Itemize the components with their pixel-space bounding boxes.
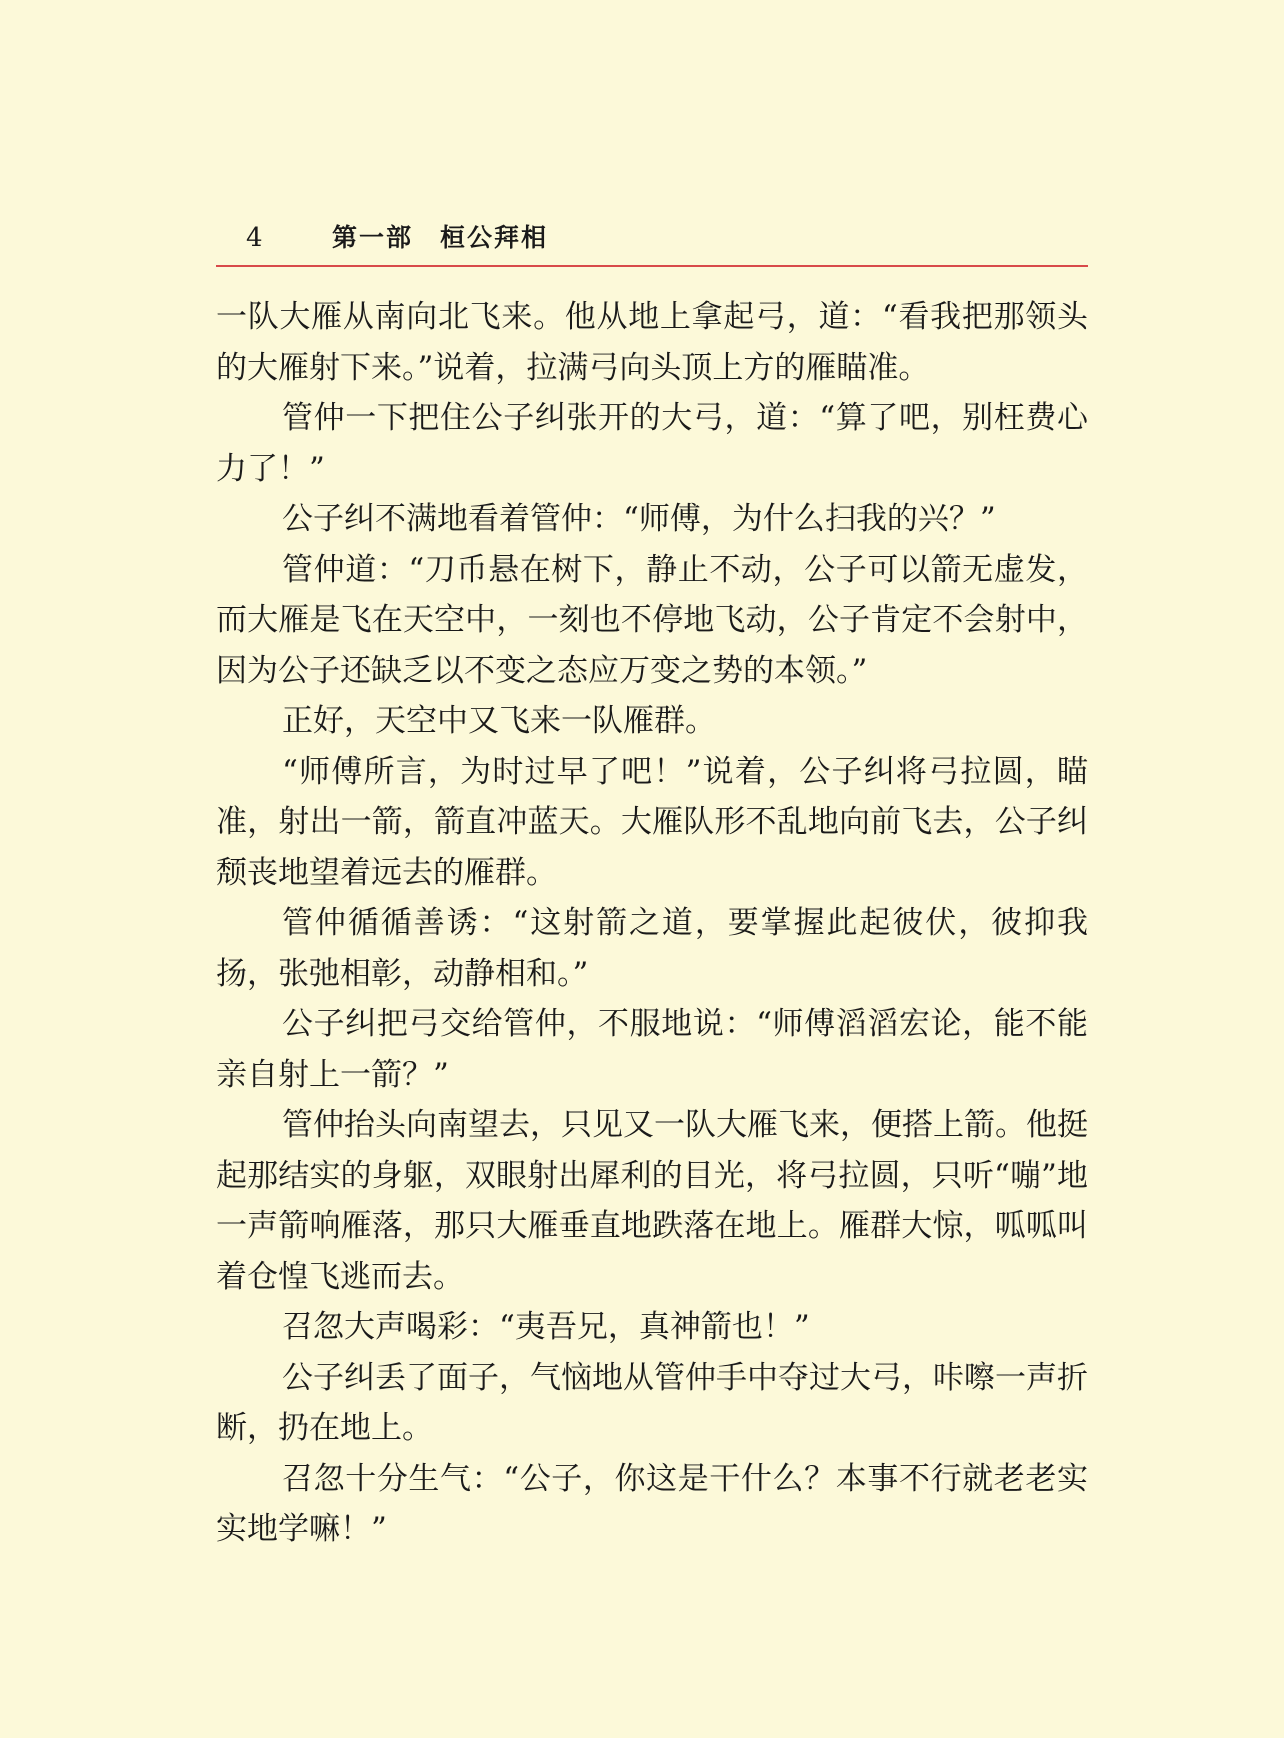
paragraph: 公子纠把弓交给管仲，不服地说：“师傅滔滔宏论，能不能亲自射上一箭？” [216,1006,1088,1093]
paragraph: 公子纠丢了面子，气恼地从管仲手中夺过大弓，咔嚓一声折断，扔在地上。 [216,1359,1088,1446]
paragraph: “师傅所言，为时过早了吧！”说着，公子纠将弓拉圆，瞄准，射出一箭，箭直冲蓝天。大雁队形不乱地向前飞去，公子纠颓丧地望着远去的雁群。 [216,753,1088,891]
paragraph: 管仲道：“刀币悬在树下，静止不动，公子可以箭无虚发，而大雁是飞在天空中，一刻也不停地飞动，公子肯定不会射中，因为公子还缺乏以不变之态应万变之势的本领。” [216,551,1088,689]
header-rule [216,265,1088,267]
paragraph: 管仲一下把住公子纠张开的大弓，道：“算了吧，别枉费心力了！” [216,400,1088,487]
paragraph: 管仲抬头向南望去，只见又一队大雁飞来，便搭上箭。他挺起那结实的身躯，双眼射出犀利的目光，将弓拉圆，只听“嘣”地一声箭响雁落，那只大雁垂直地跌落在地上。雁群大惊，呱呱叫着仓惶飞逃而去。 [216,1107,1088,1295]
page-number: 4 [246,223,263,253]
paragraph: 一队大雁从南向北飞来。他从地上拿起弓，道：“看我把那领头的大雁射下来。”说着，拉满弓向头顶上方的雁瞄准。 [216,299,1088,386]
paragraph: 召忽大声喝彩：“夷吾兄，真神箭也！” [282,1309,810,1345]
body-text [216,292,1088,1555]
paragraph: 公子纠不满地看着管仲：“师傅，为什么扫我的兴？” [282,501,996,537]
page-header [216,218,1088,258]
paragraph: 管仲循循善诱：“这射箭之道，要掌握此起彼伏，彼抑我扬，张弛相彰，动静相和。” [216,905,1088,992]
running-head: 第一部 桓公拜相 [332,223,549,252]
paragraph: 正好，天空中又飞来一队雁群。 [282,703,716,739]
paragraph: 召忽十分生气：“公子，你这是干什么？本事不行就老老实实地学嘛！” [216,1460,1088,1547]
